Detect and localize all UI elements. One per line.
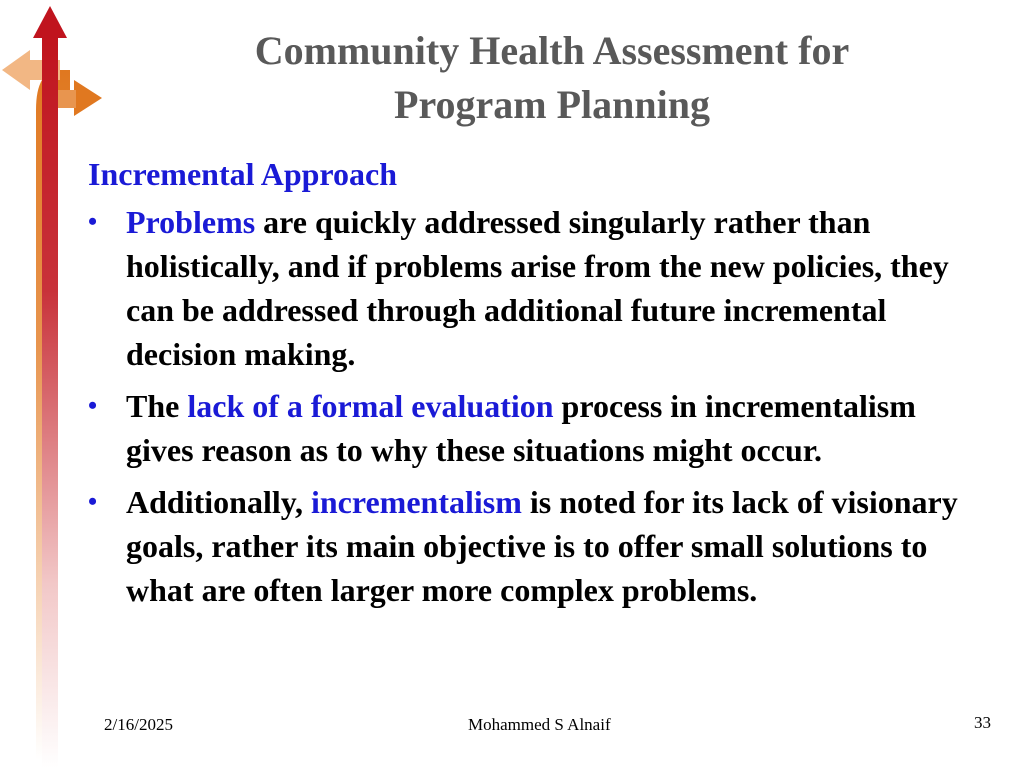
page-number: 33: [974, 713, 991, 732]
section-heading: Incremental Approach: [88, 156, 398, 192]
bullet-item: [88, 200, 968, 376]
bullet-icon: •: [88, 391, 98, 420]
title-line-2: Program Planning: [394, 82, 710, 127]
bullet-highlight: Problems: [126, 204, 256, 240]
bullet-text-pre: The: [126, 388, 188, 424]
bullet-text-post: is noted for its lack of visionary goals, rather its main objective is to offer small solutions to what are often larger more complex problems.: [126, 484, 958, 608]
footer-date: 2/16/2025: [104, 715, 173, 734]
bullet-item: [88, 480, 968, 612]
bullet-icon: •: [88, 207, 98, 236]
bullet-highlight: incrementalism: [310, 484, 522, 520]
bullet-list: [88, 200, 968, 612]
bullet-highlight: lack of a formal evaluation: [187, 388, 554, 424]
bullet-text-post: process in incrementalism gives reason as to why these situations might occur.: [126, 388, 916, 468]
bullet-text-post: are quickly addressed singularly rather than holistically, and if problems arise from the new policies, they can be addressed through additional future incremental decision making.: [126, 204, 949, 372]
slide-content: [88, 152, 968, 620]
bullet-text-pre: Additionally,: [126, 484, 311, 520]
bullet-icon: •: [88, 487, 98, 516]
title-line-1: Community Health Assessment for: [254, 28, 850, 73]
slide-title: [150, 24, 954, 132]
bullet-item: [88, 384, 968, 472]
footer-author: Mohammed S Alnaif: [468, 715, 611, 734]
